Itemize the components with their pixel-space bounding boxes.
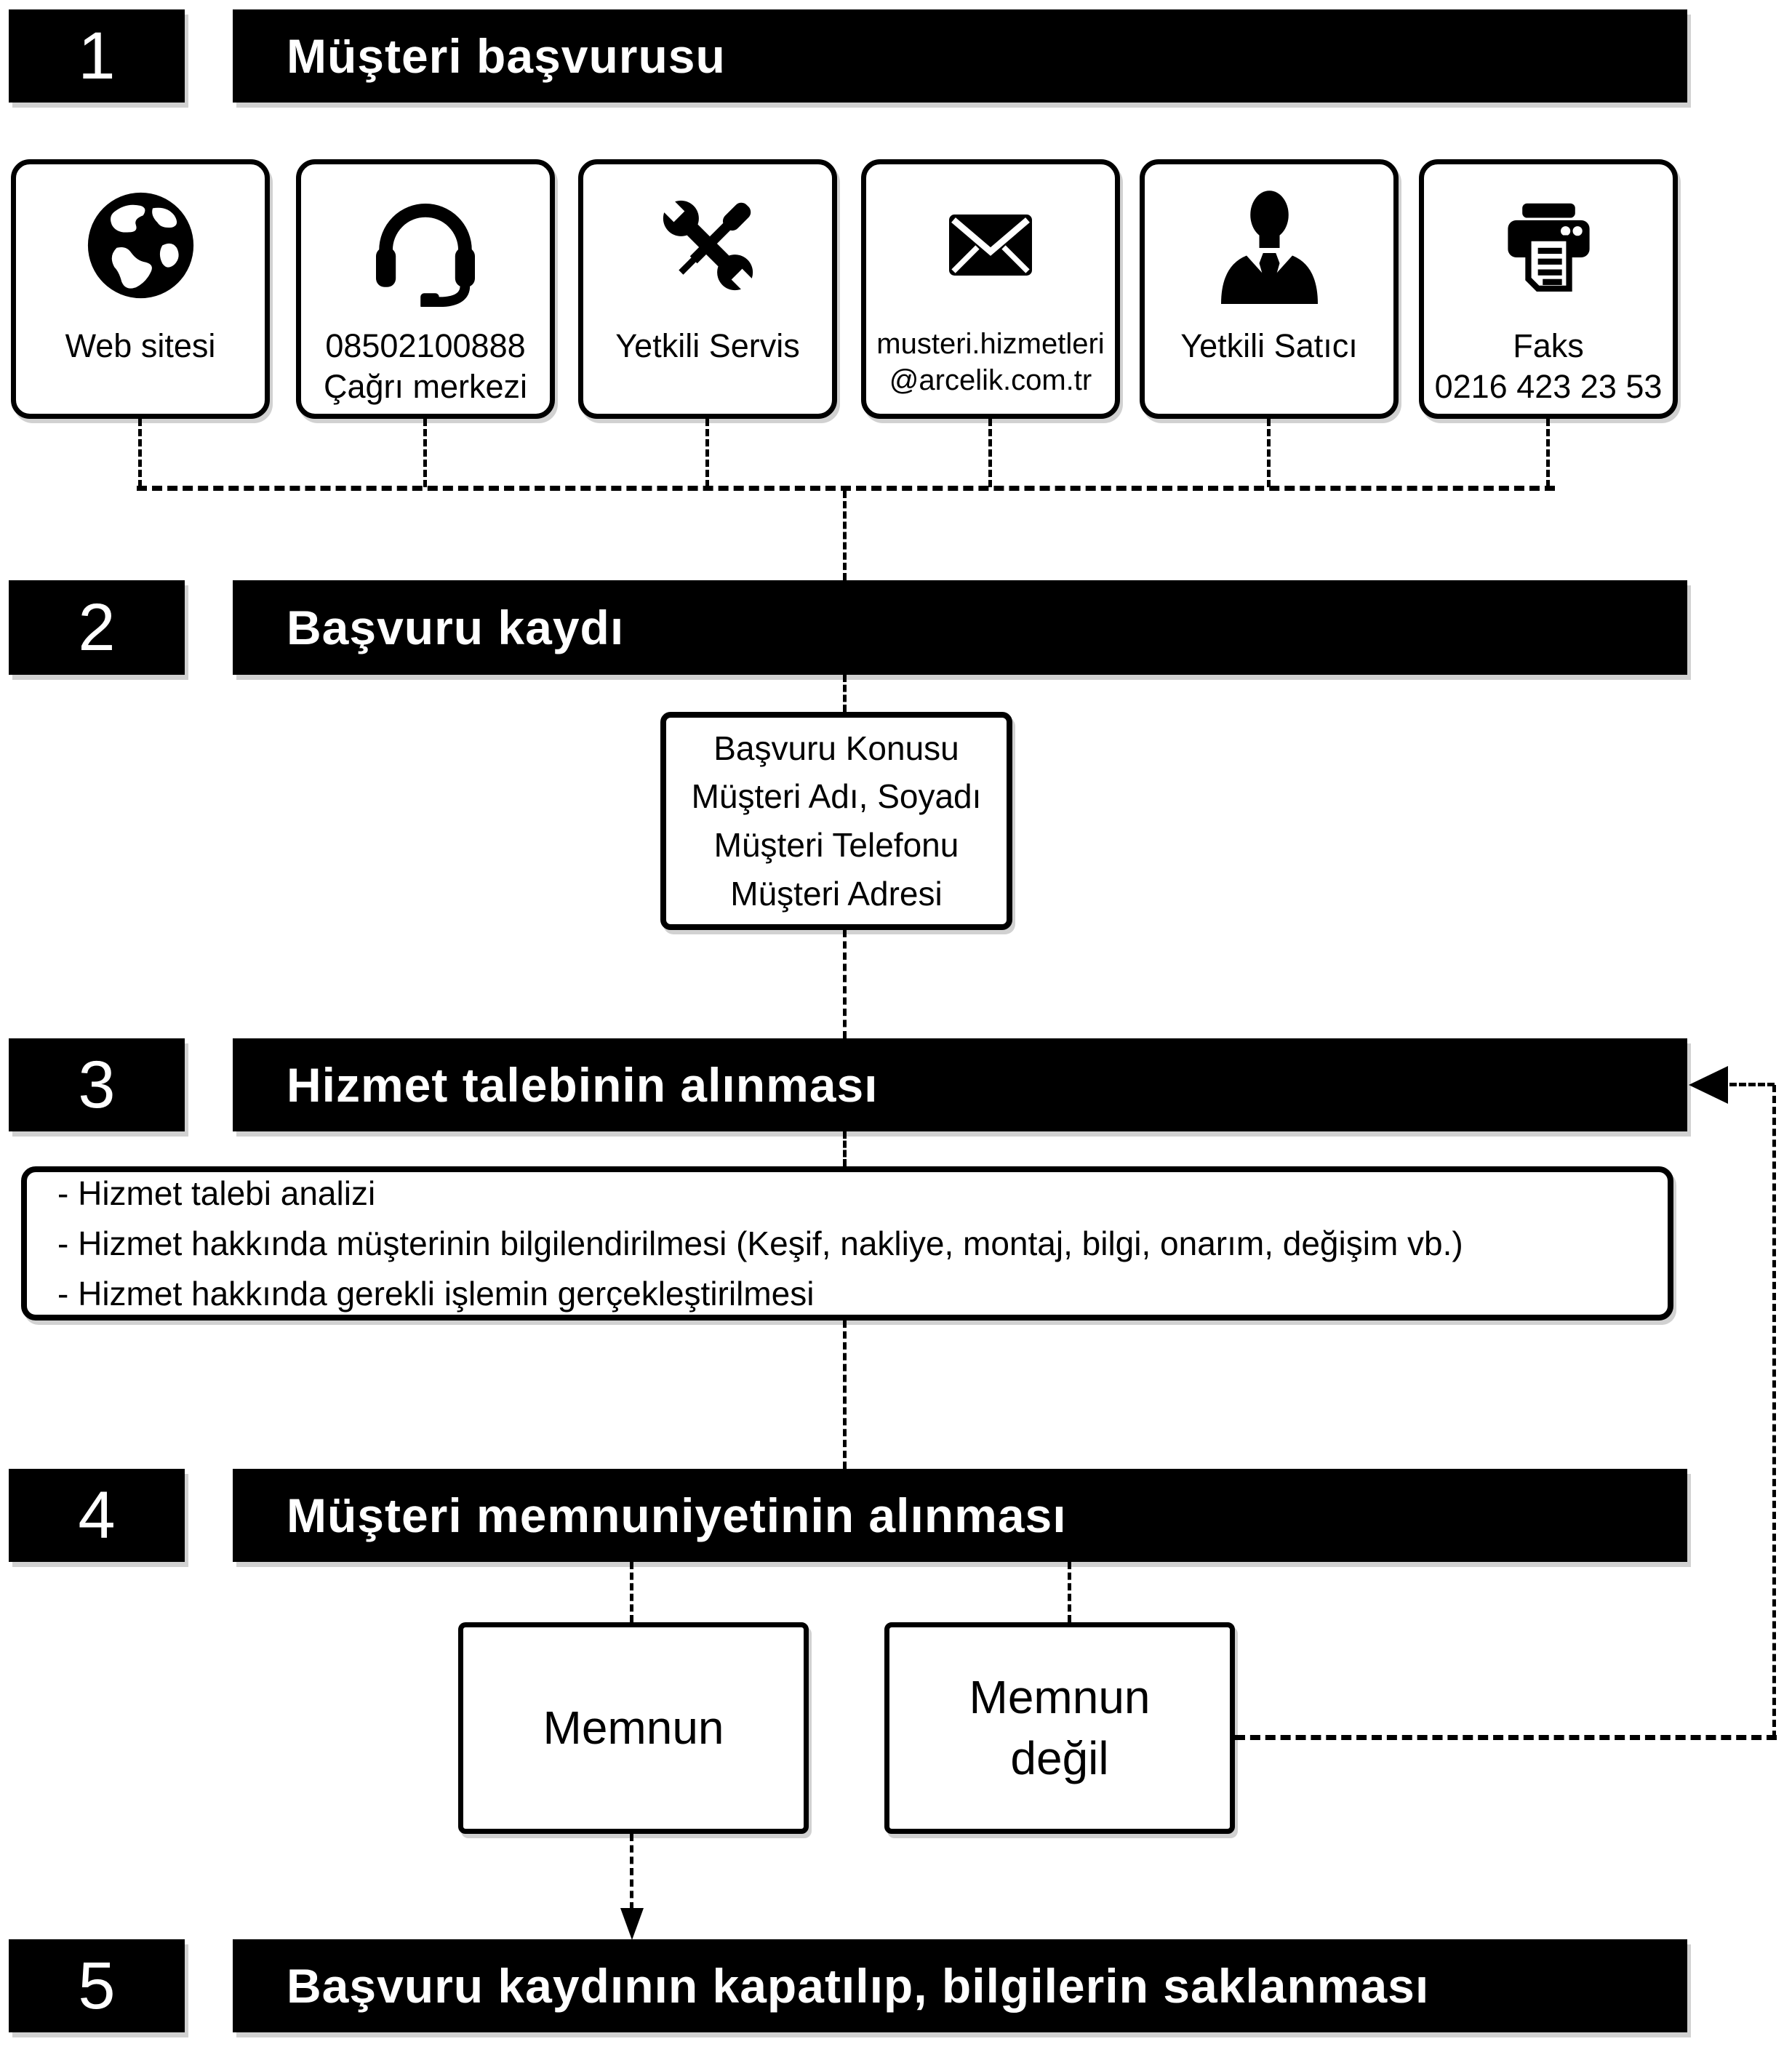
satisfied-box [458, 1622, 809, 1834]
step1-title-bar [233, 9, 1687, 103]
connector-stub-email [988, 419, 992, 487]
step4-title: Müşteri memnuniyetinin alınması [287, 1488, 1067, 1542]
step3-number: 3 [78, 1047, 116, 1122]
channel-label: Yetkili Servis [615, 327, 800, 364]
channel-box-authorized-service [578, 159, 837, 419]
step5-number: 5 [78, 1948, 116, 2023]
channel-label: 08502100888 Çağrı merkezi [323, 327, 528, 406]
not-satisfied-box [884, 1622, 1235, 1834]
fax-icon [1489, 180, 1609, 310]
channel-box-fax [1419, 159, 1678, 419]
step4-title-bar [233, 1469, 1687, 1562]
channel-label: Faks 0216 423 23 53 [1434, 327, 1663, 406]
businessman-icon [1206, 180, 1333, 310]
record-line: Müşteri Telefonu [713, 826, 959, 864]
connector-step4-to-satisfied [630, 1562, 633, 1622]
connector-step2-to-record [843, 675, 847, 712]
loop-arrowhead-icon [1689, 1066, 1728, 1104]
channel-label: musteri.hizmetleri @arcelik.com.tr [876, 328, 1105, 396]
service-actions-box [21, 1166, 1673, 1320]
service-item: - Hizmet hakkında müşterinin bilgilendirilmesi (Keşif, nakliye, montaj, bilgi, onarım, değişim vb.) [57, 1224, 1463, 1262]
not-satisfied-label-line1: Memnun [969, 1671, 1151, 1724]
connector-record-to-step3 [843, 930, 847, 1038]
connector-step4-to-not-satisfied [1068, 1562, 1071, 1622]
connector-stub-web [138, 419, 142, 487]
step2-title-bar [233, 580, 1687, 675]
channel-box-authorized-dealer [1140, 159, 1399, 419]
loop-horizontal-bottom [1235, 1735, 1777, 1740]
step2-title: Başvuru kaydı [287, 601, 625, 654]
connector-satisfied-to-step5 [630, 1834, 633, 1909]
step3-number-badge [9, 1038, 185, 1131]
step1-number: 1 [78, 18, 116, 93]
channel-label: Yetkili Satıcı [1180, 327, 1358, 364]
connector-collector-line [137, 486, 1555, 491]
not-satisfied-label-line2: değil [1010, 1731, 1109, 1784]
envelope-icon [936, 180, 1045, 310]
step5-number-badge [9, 1939, 185, 2032]
service-item: - Hizmet talebi analizi [57, 1174, 376, 1212]
step1-title: Müşteri başvurusu [287, 29, 726, 83]
step1-number-badge [9, 9, 185, 103]
headset-icon [364, 180, 487, 310]
connector-stub-call-center [423, 419, 427, 487]
connector-to-step2 [843, 491, 847, 580]
record-line: Başvuru Konusu [713, 729, 959, 767]
channel-box-web [11, 159, 270, 419]
step4-number: 4 [78, 1478, 116, 1552]
connector-step3-to-service-box [843, 1131, 847, 1166]
tools-icon [644, 180, 772, 310]
loop-vertical-line [1772, 1085, 1776, 1738]
record-details-box [660, 712, 1012, 930]
connector-service-to-step4 [843, 1320, 847, 1469]
down-arrowhead-icon [620, 1908, 644, 1940]
step2-number: 2 [78, 590, 116, 665]
step2-number-badge [9, 580, 185, 675]
step3-title-bar [233, 1038, 1687, 1131]
channel-label: Web sitesi [65, 327, 216, 364]
step3-title: Hizmet talebinin alınması [287, 1058, 879, 1112]
loop-horizontal-top [1729, 1083, 1775, 1086]
connector-stub-dealer [1267, 419, 1271, 487]
satisfied-label: Memnun [543, 1701, 724, 1754]
channel-box-email [861, 159, 1120, 419]
connector-stub-fax [1546, 419, 1550, 487]
record-line: Müşteri Adı, Soyadı [691, 777, 982, 816]
step4-number-badge [9, 1469, 185, 1562]
globe-icon [81, 180, 201, 310]
step5-title-bar [233, 1939, 1687, 2032]
step5-title: Başvuru kaydının kapatılıp, bilgilerin saklanması [287, 1959, 1430, 2013]
service-item: - Hizmet hakkında gerekli işlemin gerçekleştirilmesi [57, 1274, 815, 1312]
connector-stub-service [705, 419, 709, 487]
channel-box-call-center [296, 159, 555, 419]
record-line: Müşteri Adresi [730, 874, 943, 913]
